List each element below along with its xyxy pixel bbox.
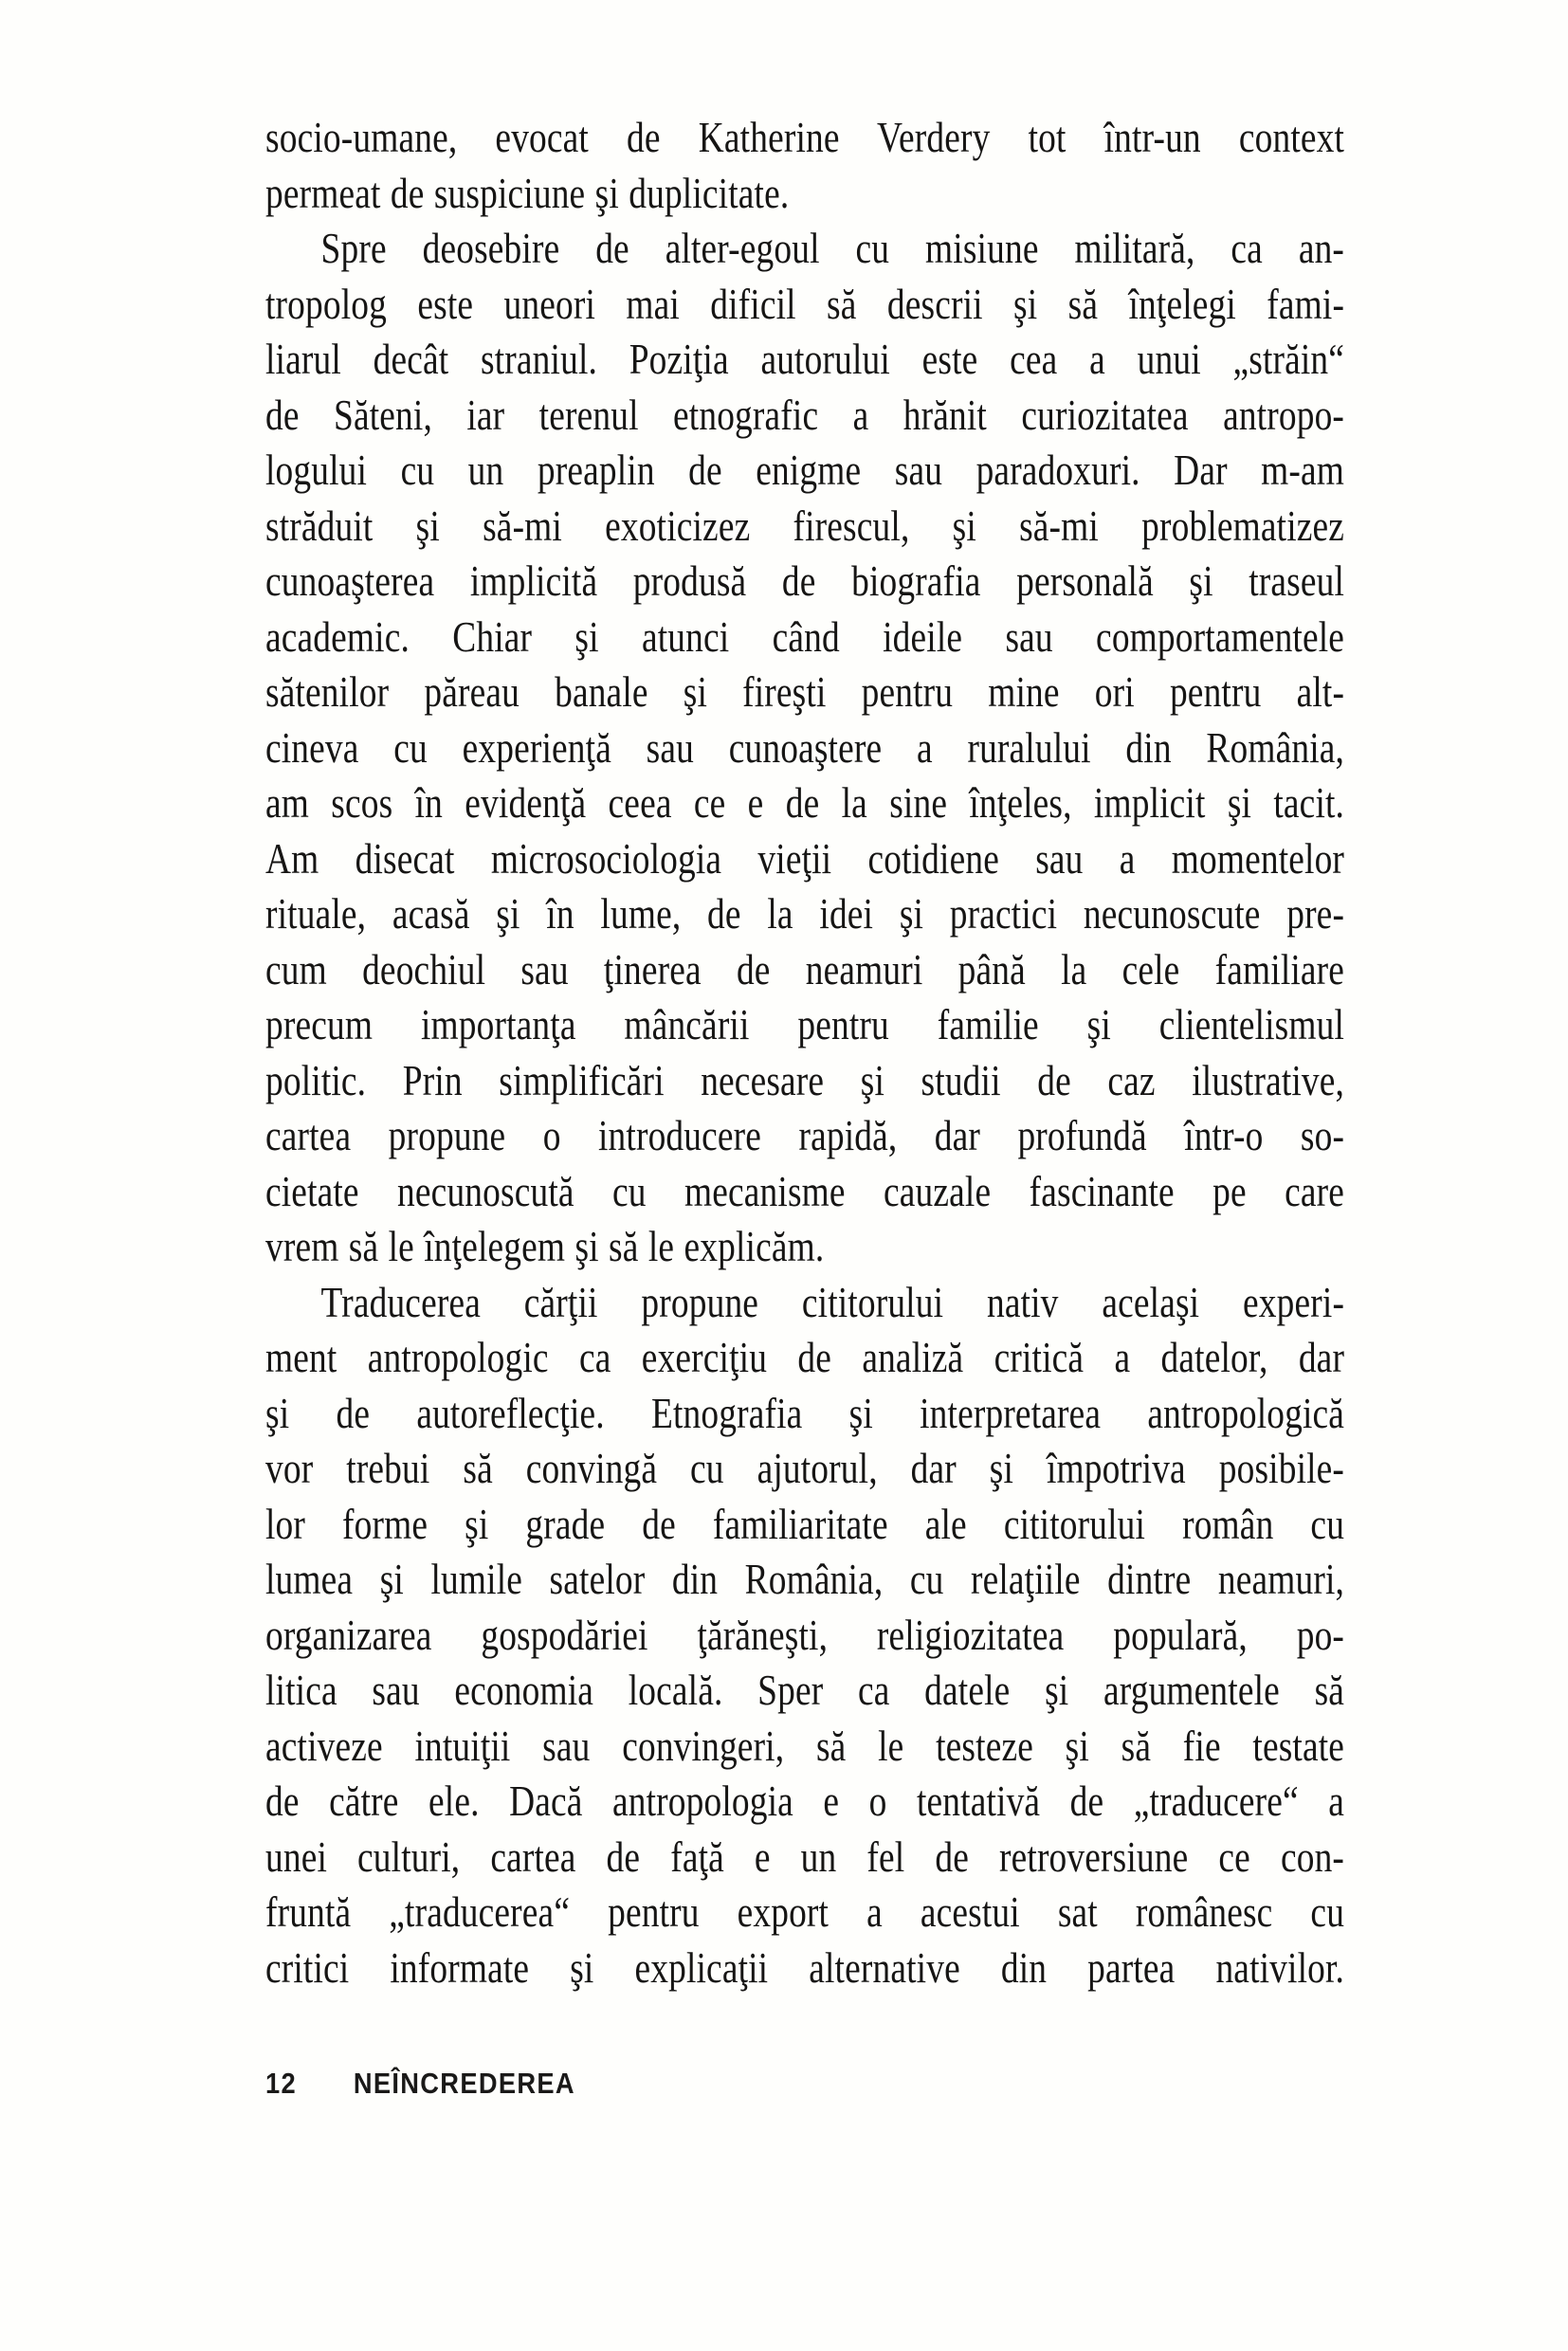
text-line: politic. Prin simplificări necesare şi studii de caz ilustrative,: [265, 1055, 1345, 1104]
text-line: Traducerea cărţii propune cititorului nativ acelaşi experi-: [320, 1277, 1345, 1326]
text-line: logului cu un preaplin de enigme sau paradoxuri. Dar m-am: [265, 446, 1345, 494]
text-line: cineva cu experienţă sau cunoaştere a ruralului din România,: [265, 722, 1345, 772]
text-line: lumea şi lumile satelor din România, cu relaţiile dintre neamuri,: [265, 1555, 1345, 1603]
text-line: unei culturi, cartea de faţă e un fel de retroversiune ce con-: [265, 1832, 1345, 1881]
text-line: activeze intuiţii sau convingeri, să le testeze şi să fie testate: [265, 1721, 1345, 1770]
page-number: 12: [265, 2067, 297, 2100]
text-line: sătenilor păreau banale şi fireşti pentru mine ori pentru alt-: [265, 667, 1345, 716]
page-footer: [265, 2067, 575, 2101]
text-line: şi de autoreflecţie. Etnografia şi interpretarea antropologică: [265, 1388, 1345, 1437]
text-line: academic. Chiar şi atunci când ideile sau comportamentele: [265, 611, 1345, 661]
text-line: ment antropologic ca exerciţiu de analiză critică a datelor, dar: [265, 1333, 1345, 1381]
text-line: am scos în evidenţă ceea ce e de la sine înţeles, implicit şi tacit.: [265, 778, 1345, 827]
text-line: de Săteni, iar terenul etnografic a hrănit curiozitatea antropo-: [265, 390, 1345, 439]
text-line: de către ele. Dacă antropologia e o tentativă de „traducere“ a: [265, 1777, 1345, 1825]
text-line: cum deochiul sau ţinerea de neamuri până la cele familiare: [265, 944, 1345, 993]
text-line: străduit şi să-mi exoticizez firescul, şi să-mi problematizez: [265, 501, 1345, 550]
text-line: lor forme şi grade de familiaritate ale cititorului român cu: [265, 1499, 1345, 1548]
text-line: Am disecat microsociologia vieţii cotidiene sau a momentelor: [265, 833, 1345, 883]
text-line: Spre deosebire de alter-egoul cu misiune militară, ca an-: [320, 224, 1345, 272]
text-line: fruntă „traducerea“ pentru export a acestui sat românesc cu: [265, 1887, 1345, 1936]
running-title: NEÎNCREDEREA: [353, 2067, 575, 2100]
text-line: cartea propune o introducere rapidă, dar profundă într-o so-: [265, 1111, 1345, 1159]
text-line: socio-umane, evocat de Katherine Verdery tot într-un context: [265, 113, 1345, 161]
page-body-text: [265, 110, 1346, 1996]
text-line: critici informate şi explicaţii alternative din partea nativilor.: [265, 1942, 1345, 1992]
text-line: vor trebui să convingă cu ajutorul, dar şi împotriva posibile-: [265, 1444, 1345, 1492]
text-line: tropolog este uneori mai dificil să descrii şi să înţelegi fami-: [265, 279, 1345, 328]
text-line: rituale, acasă şi în lume, de la idei şi practici necunoscute pre-: [265, 889, 1345, 938]
text-line: vrem să le înţelegem şi să le explicăm.: [265, 1222, 825, 1270]
text-line: litica sau economia locală. Sper ca datele şi argumentele să: [265, 1666, 1345, 1714]
text-line: permeat de suspiciune şi duplicitate.: [265, 168, 790, 217]
text-line: precum importanţa mâncării pentru familie şi clientelismul: [265, 1000, 1345, 1048]
text-line: liarul decât straniul. Poziţia autorului este cea a unui „străin“: [265, 335, 1345, 383]
text-line: cietate necunoscută cu mecanisme cauzale fascinante pe care: [265, 1166, 1345, 1215]
text-column: [265, 110, 1344, 1996]
text-line: cunoaşterea implicită produsă de biografia personală şi traseul: [265, 556, 1345, 605]
text-line: organizarea gospodăriei ţărăneşti, religiozitatea populară, po-: [265, 1610, 1345, 1659]
